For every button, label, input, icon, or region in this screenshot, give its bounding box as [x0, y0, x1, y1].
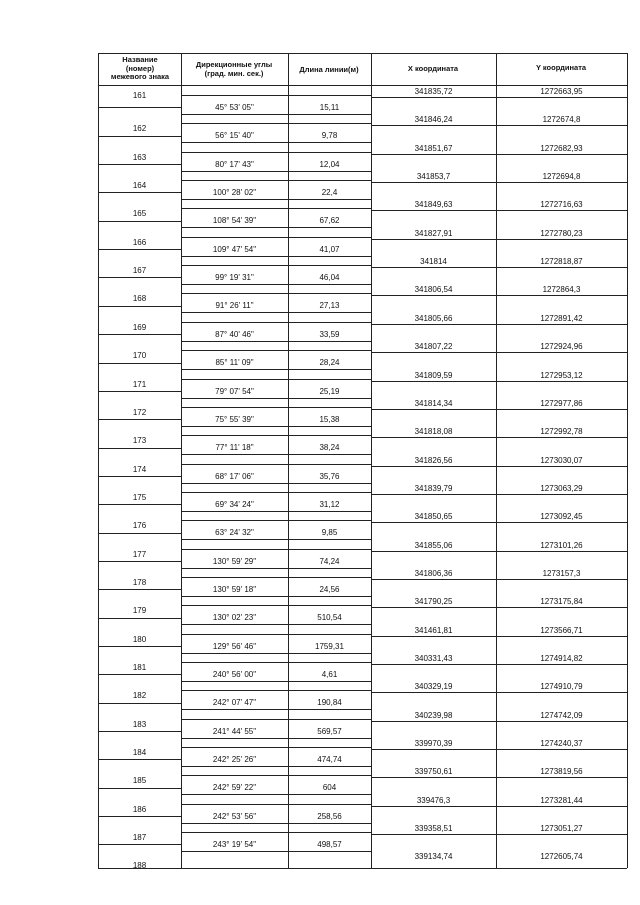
row-separator	[181, 662, 371, 663]
row-separator	[181, 719, 371, 720]
x-coordinate: 339476,3	[416, 795, 451, 805]
direction-angle: 77° 11' 18"	[215, 443, 254, 453]
x-coordinate: 341850,65	[414, 512, 453, 522]
point-name: 186	[132, 804, 147, 814]
point-name: 185	[132, 776, 147, 786]
y-coordinate: 1274742,09	[540, 710, 583, 720]
direction-angle: 87° 40' 46"	[215, 329, 254, 339]
row-separator	[181, 738, 371, 739]
row-separator	[181, 171, 371, 172]
x-coordinate: 341839,79	[414, 483, 453, 493]
line-length: 510,54	[317, 613, 342, 623]
row-separator	[371, 721, 627, 722]
row-separator	[181, 568, 371, 569]
row-separator	[181, 577, 371, 578]
row-separator	[181, 152, 371, 153]
header-length: Длина линии(м)	[299, 65, 359, 74]
direction-angle: 243° 19' 54"	[212, 840, 257, 850]
x-coordinate: 339134,74	[414, 852, 453, 862]
line-length: 190,84	[317, 698, 342, 708]
row-separator	[181, 492, 371, 493]
row-separator	[371, 352, 627, 353]
row-separator	[98, 759, 181, 760]
row-separator	[181, 256, 371, 257]
line-length: 22,4	[321, 188, 338, 198]
row-separator	[181, 624, 371, 625]
x-coordinate: 341809,59	[414, 370, 453, 380]
row-separator	[371, 381, 627, 382]
y-coordinate: 1273819,56	[540, 767, 583, 777]
line-length: 46,04	[319, 273, 340, 283]
line-length: 27,13	[319, 301, 340, 311]
point-name: 182	[132, 691, 147, 701]
y-coordinate: 1272682,93	[540, 143, 583, 153]
point-name: 187	[132, 833, 147, 843]
y-coordinate: 1272891,42	[540, 313, 583, 323]
table-column-line	[181, 53, 182, 868]
x-coordinate: 341814,34	[414, 398, 453, 408]
direction-angle: 130° 02' 23"	[212, 613, 257, 623]
y-coordinate: 1272716,63	[540, 200, 583, 210]
direction-angle: 242° 07' 47"	[212, 698, 257, 708]
y-coordinate: 1273175,84	[540, 597, 583, 607]
table-column-line	[98, 53, 99, 868]
x-coordinate: 341826,56	[414, 455, 453, 465]
row-separator	[181, 227, 371, 228]
point-name: 164	[132, 181, 147, 191]
row-separator	[181, 95, 371, 96]
line-length: 67,62	[319, 216, 340, 226]
row-separator	[98, 703, 181, 704]
row-separator	[371, 636, 627, 637]
table-column-line	[371, 53, 372, 868]
row-separator	[98, 816, 181, 817]
row-separator	[371, 125, 627, 126]
direction-angle: 69° 34' 24"	[215, 499, 254, 509]
point-name: 170	[132, 351, 147, 361]
row-separator	[98, 476, 181, 477]
row-separator	[98, 277, 181, 278]
point-name: 184	[132, 748, 147, 758]
x-coordinate: 341790,25	[414, 597, 453, 607]
x-coordinate: 339358,51	[414, 824, 453, 834]
x-coordinate: 341806,36	[414, 568, 453, 578]
point-name: 181	[132, 663, 147, 672]
row-separator	[98, 306, 181, 307]
row-separator	[371, 664, 627, 665]
row-separator	[181, 634, 371, 635]
direction-angle: 100° 28' 02"	[212, 188, 257, 198]
row-separator	[371, 607, 627, 608]
point-name: 163	[132, 152, 147, 162]
header-angle: Дирекционные углы (град. мин. сек.)	[195, 60, 273, 78]
table-border-top	[98, 53, 627, 54]
table-column-line	[288, 53, 289, 868]
point-name: 165	[132, 209, 147, 219]
point-name: 173	[132, 436, 147, 446]
line-length: 474,74	[317, 755, 342, 765]
line-length: 15,11	[319, 103, 340, 112]
line-length: 28,24	[319, 358, 340, 368]
x-coordinate: 341835,72	[414, 87, 453, 96]
y-coordinate: 1272977,86	[540, 398, 583, 408]
row-separator	[98, 391, 181, 392]
header-y: Y координата	[535, 63, 587, 72]
line-length: 24,56	[319, 584, 340, 594]
y-coordinate: 1273566,71	[540, 625, 583, 635]
point-name: 172	[132, 407, 147, 417]
direction-angle: 241° 44' 55"	[212, 726, 257, 736]
row-separator	[371, 295, 627, 296]
row-separator	[181, 237, 371, 238]
point-name: 162	[132, 124, 147, 134]
direction-angle: 45° 53' 05"	[215, 103, 254, 112]
row-separator	[98, 504, 181, 505]
y-coordinate: 1272605,74	[540, 852, 583, 862]
row-separator	[181, 284, 371, 285]
row-separator	[181, 265, 371, 266]
point-name: 175	[132, 492, 147, 502]
row-separator	[181, 766, 371, 767]
direction-angle: 79° 07' 54"	[215, 386, 254, 396]
row-separator	[181, 341, 371, 342]
line-length: 74,24	[319, 556, 340, 566]
x-coordinate: 341807,22	[414, 342, 453, 352]
row-separator	[371, 579, 627, 580]
row-separator	[181, 398, 371, 399]
y-coordinate: 1274240,37	[540, 739, 583, 749]
row-separator	[181, 114, 371, 115]
y-coordinate: 1272780,23	[540, 228, 583, 238]
y-coordinate: 1273030,07	[540, 455, 583, 465]
row-separator	[98, 448, 181, 449]
x-coordinate: 340329,19	[414, 682, 453, 692]
row-separator	[371, 267, 627, 268]
row-separator	[181, 681, 371, 682]
row-separator	[371, 692, 627, 693]
point-name: 183	[132, 719, 147, 729]
row-separator	[181, 379, 371, 380]
y-coordinate: 1272663,95	[540, 87, 583, 96]
row-separator	[181, 208, 371, 209]
x-coordinate: 341806,54	[414, 285, 453, 295]
row-separator	[371, 182, 627, 183]
row-separator	[181, 142, 371, 143]
row-separator	[181, 322, 371, 323]
row-separator	[371, 154, 627, 155]
line-length: 258,56	[317, 811, 342, 821]
y-coordinate: 1272864,3	[542, 285, 581, 295]
line-length: 9,85	[321, 528, 338, 538]
row-separator	[98, 731, 181, 732]
row-separator	[181, 435, 371, 436]
table-border-bottom	[98, 868, 627, 869]
row-separator	[181, 653, 371, 654]
row-separator	[98, 136, 181, 137]
line-length: 498,57	[317, 840, 342, 850]
row-separator	[181, 407, 371, 408]
direction-angle: 108° 54' 39"	[212, 216, 257, 226]
x-coordinate: 339970,39	[414, 739, 453, 749]
point-name: 178	[132, 577, 147, 587]
y-coordinate: 1272694,8	[542, 172, 581, 182]
row-separator	[371, 97, 627, 98]
line-length: 25,19	[319, 386, 340, 396]
x-coordinate: 341846,24	[414, 115, 453, 125]
row-separator	[181, 483, 371, 484]
line-length: 35,76	[319, 471, 340, 481]
y-coordinate: 1272674,8	[542, 115, 581, 125]
point-name: 167	[132, 266, 147, 276]
point-name: 188	[132, 861, 147, 871]
row-separator	[98, 788, 181, 789]
point-name: 171	[132, 379, 147, 389]
y-coordinate: 1272818,87	[540, 257, 583, 267]
point-name: 168	[132, 294, 147, 304]
table-column-line	[496, 53, 497, 868]
row-separator	[181, 520, 371, 521]
x-coordinate: 341855,06	[414, 540, 453, 550]
row-separator	[371, 522, 627, 523]
line-length: 41,07	[319, 244, 340, 254]
direction-angle: 242° 59' 22"	[212, 783, 257, 793]
row-separator	[371, 437, 627, 438]
row-separator	[181, 804, 371, 805]
line-length: 9,78	[321, 131, 338, 141]
row-separator	[371, 551, 627, 552]
x-coordinate: 341853,7	[416, 172, 451, 182]
point-name: 169	[132, 322, 147, 332]
row-separator	[181, 709, 371, 710]
row-separator	[371, 210, 627, 211]
row-separator	[98, 561, 181, 562]
row-separator	[181, 180, 371, 181]
direction-angle: 109° 47' 54"	[212, 244, 257, 254]
line-length: 38,24	[319, 443, 340, 453]
row-separator	[181, 549, 371, 550]
row-separator	[181, 851, 371, 852]
row-separator	[181, 832, 371, 833]
row-separator	[181, 747, 371, 748]
row-separator	[371, 834, 627, 835]
row-separator	[181, 464, 371, 465]
row-separator	[181, 539, 371, 540]
point-name: 161	[132, 91, 147, 100]
point-name: 177	[132, 549, 147, 559]
x-coordinate: 340239,98	[414, 710, 453, 720]
row-separator	[98, 334, 181, 335]
row-separator	[371, 749, 627, 750]
row-separator	[181, 794, 371, 795]
row-separator	[98, 164, 181, 165]
row-separator	[181, 454, 371, 455]
x-coordinate: 340331,43	[414, 654, 453, 663]
row-separator	[181, 312, 371, 313]
row-separator	[181, 775, 371, 776]
direction-angle: 129° 56' 46"	[212, 641, 257, 651]
row-separator	[371, 806, 627, 807]
row-separator	[181, 426, 371, 427]
direction-angle: 91° 26' 11"	[215, 301, 254, 311]
row-separator	[98, 249, 181, 250]
row-separator	[181, 293, 371, 294]
header-name: Название (номер) межевого знака	[110, 55, 170, 81]
table-column-line	[627, 53, 628, 868]
line-length: 1759,31	[315, 641, 344, 651]
point-name: 180	[132, 634, 147, 644]
direction-angle: 99° 19' 31"	[215, 273, 254, 283]
row-separator	[371, 409, 627, 410]
header-x: X координата	[407, 64, 459, 73]
row-separator	[181, 369, 371, 370]
row-separator	[371, 324, 627, 325]
direction-angle: 130° 59' 18"	[212, 584, 257, 594]
y-coordinate: 1272924,96	[540, 342, 583, 352]
line-length: 569,57	[317, 726, 342, 736]
x-coordinate: 341827,91	[414, 228, 453, 238]
x-coordinate: 341849,63	[414, 200, 453, 210]
direction-angle: 242° 53' 56"	[212, 811, 257, 821]
row-separator	[181, 605, 371, 606]
direction-angle: 85° 11' 09"	[215, 358, 254, 368]
y-coordinate: 1273063,29	[540, 483, 583, 493]
row-separator	[371, 466, 627, 467]
y-coordinate: 1272992,78	[540, 427, 583, 437]
line-length: 12,04	[319, 159, 340, 169]
direction-angle: 56° 15' 40"	[215, 131, 254, 141]
line-length: 33,59	[319, 329, 340, 339]
line-length: 31,12	[319, 499, 340, 509]
direction-angle: 80° 17' 43"	[215, 159, 254, 169]
y-coordinate: 1274914,82	[540, 654, 583, 663]
row-separator	[181, 123, 371, 124]
direction-angle: 242° 25' 26"	[212, 755, 257, 765]
direction-angle: 63° 24' 32"	[215, 528, 254, 538]
x-coordinate: 341461,81	[414, 625, 453, 635]
line-length: 4,61	[321, 670, 338, 679]
row-separator	[181, 199, 371, 200]
line-length: 604	[322, 783, 337, 793]
row-separator	[181, 511, 371, 512]
row-separator	[98, 533, 181, 534]
row-separator	[371, 494, 627, 495]
y-coordinate: 1274910,79	[540, 682, 583, 692]
point-name: 179	[132, 606, 147, 616]
row-separator	[98, 192, 181, 193]
row-separator	[181, 690, 371, 691]
point-name: 174	[132, 464, 147, 474]
row-separator	[98, 646, 181, 647]
direction-angle: 68° 17' 06"	[215, 471, 254, 481]
row-separator	[371, 239, 627, 240]
row-separator	[181, 823, 371, 824]
row-separator	[98, 674, 181, 675]
x-coordinate: 341818,08	[414, 427, 453, 437]
header-separator	[98, 85, 627, 86]
y-coordinate: 1273281,44	[540, 795, 583, 805]
row-separator	[98, 363, 181, 364]
row-separator	[181, 596, 371, 597]
row-separator	[371, 777, 627, 778]
y-coordinate: 1273101,26	[540, 540, 583, 550]
row-separator	[181, 350, 371, 351]
direction-angle: 130° 59' 29"	[212, 556, 257, 566]
line-length: 15,38	[319, 414, 340, 424]
row-separator	[98, 844, 181, 845]
direction-angle: 240° 56' 00"	[212, 670, 257, 679]
point-name: 166	[132, 237, 147, 247]
direction-angle: 75° 55' 39"	[215, 414, 254, 424]
x-coordinate: 341814	[420, 257, 447, 267]
y-coordinate: 1273157,3	[542, 568, 581, 578]
row-separator	[98, 107, 181, 108]
row-separator	[98, 419, 181, 420]
row-separator	[98, 618, 181, 619]
row-separator	[98, 221, 181, 222]
point-name: 176	[132, 521, 147, 531]
x-coordinate: 339750,61	[414, 767, 453, 777]
y-coordinate: 1272953,12	[540, 370, 583, 380]
x-coordinate: 341851,67	[414, 143, 453, 153]
y-coordinate: 1273092,45	[540, 512, 583, 522]
x-coordinate: 341805,66	[414, 313, 453, 323]
y-coordinate: 1273051,27	[540, 824, 583, 834]
row-separator	[98, 589, 181, 590]
